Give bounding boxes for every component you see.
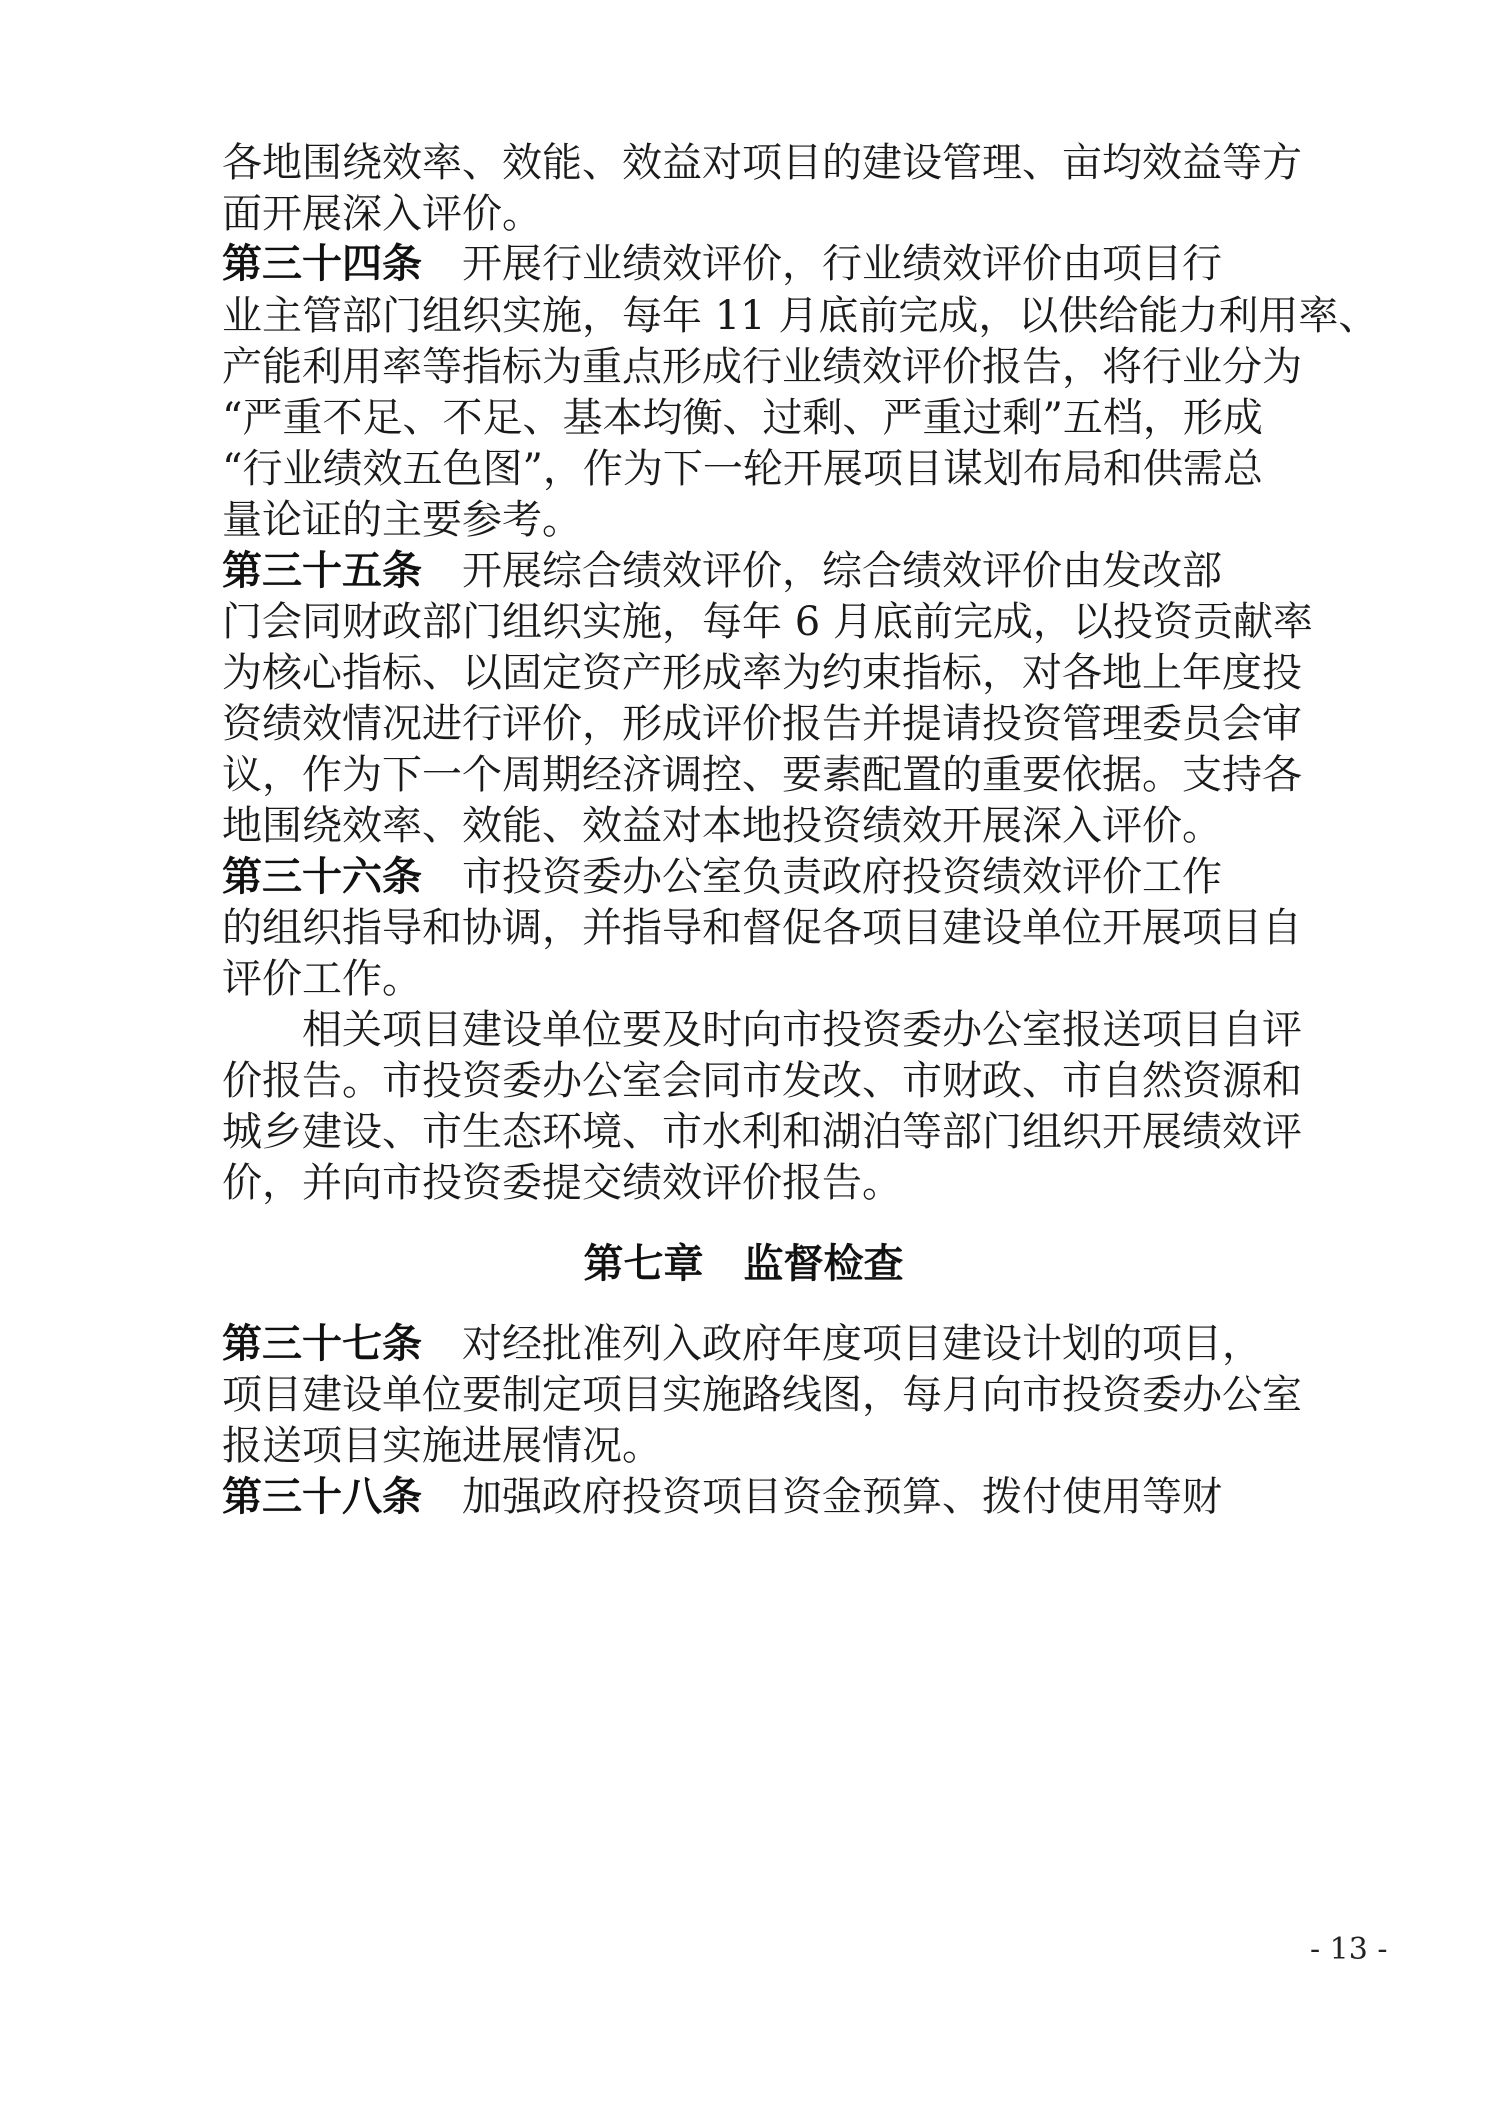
text-line: 报送项目实施进展情况。 xyxy=(222,1423,662,1469)
article-35-first-line xyxy=(222,545,1282,597)
text-line: 议，作为下一个周期经济调控、要素配置的重要依据。支持各 xyxy=(222,752,1302,798)
article-37-first-line xyxy=(222,1318,1282,1370)
article-38-first-line xyxy=(222,1471,1282,1523)
text-line: “行业绩效五色图”，作为下一轮开展项目谋划布局和供需总 xyxy=(222,446,1263,492)
text-line: 对经批准列入政府年度项目建设计划的项目， xyxy=(462,1321,1262,1367)
text-line: 开展行业绩效评价，行业绩效评价由项目行 xyxy=(462,241,1222,287)
text-line: 项目建设单位要制定项目实施路线图，每月向市投资委办公室 xyxy=(222,1372,1302,1418)
text-line: 的组织指导和协调，并指导和督促各项目建设单位开展项目自 xyxy=(222,905,1302,951)
text-line: 加强政府投资项目资金预算、拨付使用等财 xyxy=(462,1474,1222,1520)
page-number: - 13 - xyxy=(1310,1932,1388,1967)
text-line: 相关项目建设单位要及时向市投资委办公室报送项目自评 xyxy=(302,1007,1302,1053)
text-line: 业主管部门组织实施，每年 11 月底前完成，以供给能力利用率、 xyxy=(222,293,1379,339)
chapter-title: 监督检查 xyxy=(743,1241,904,1287)
text-line: 面开展深入评价。 xyxy=(222,191,542,237)
chapter-heading xyxy=(0,1238,1487,1290)
article-label: 第三十七条 xyxy=(222,1321,422,1367)
article-label: 第三十六条 xyxy=(222,854,422,900)
paragraph-first-line xyxy=(222,1004,1302,1056)
text-line: 评价工作。 xyxy=(222,956,422,1002)
text-line: 为核心指标、以固定资产形成率为约束指标，对各地上年度投 xyxy=(222,650,1302,696)
article-label: 第三十五条 xyxy=(222,548,422,594)
text-line: “严重不足、不足、基本均衡、过剩、严重过剩”五档，形成 xyxy=(222,395,1263,441)
text-line: 价报告。市投资委办公室会同市发改、市财政、市自然资源和 xyxy=(222,1058,1302,1104)
article-34-first-line xyxy=(222,238,1282,290)
text-line: 门会同财政部门组织实施，每年 6 月底前完成，以投资贡献率 xyxy=(222,599,1313,645)
article-label: 第三十八条 xyxy=(222,1474,422,1520)
text-line: 市投资委办公室负责政府投资绩效评价工作 xyxy=(462,854,1222,900)
text-line: 各地围绕效率、效能、效益对项目的建设管理、亩均效益等方 xyxy=(222,140,1302,186)
article-label: 第三十四条 xyxy=(222,241,422,287)
text-line: 资绩效情况进行评价，形成评价报告并提请投资管理委员会审 xyxy=(222,701,1302,747)
text-line: 开展综合绩效评价，综合绩效评价由发改部 xyxy=(462,548,1222,594)
text-line: 城乡建设、市生态环境、市水利和湖泊等部门组织开展绩效评 xyxy=(222,1109,1302,1155)
article-36-first-line xyxy=(222,851,1282,903)
chapter-number: 第七章 xyxy=(583,1241,704,1287)
text-line: 产能利用率等指标为重点形成行业绩效评价报告，将行业分为 xyxy=(222,344,1302,390)
text-line: 量论证的主要参考。 xyxy=(222,497,582,543)
text-line: 价，并向市投资委提交绩效评价报告。 xyxy=(222,1160,902,1206)
text-line: 地围绕效率、效能、效益对本地投资绩效开展深入评价。 xyxy=(222,803,1222,849)
